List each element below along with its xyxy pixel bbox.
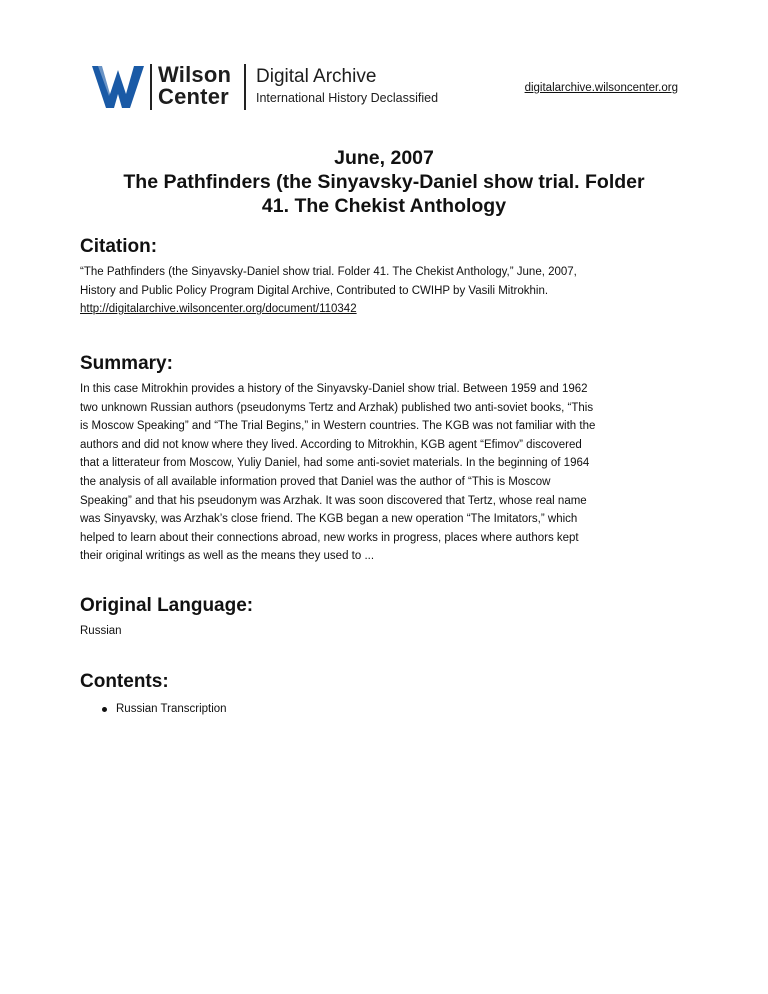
citation-url-link[interactable]: http://digitalarchive.wilsoncenter.org/document/110342	[80, 303, 357, 316]
summary-heading: Summary:	[80, 353, 173, 374]
document-title	[60, 146, 708, 218]
original-language-value: Russian	[80, 625, 122, 637]
citation-text	[80, 263, 692, 319]
summary-line: In this case Mitrokhin provides a history of the Sinyavsky-Daniel show trial. Between 1959 and 1962	[80, 383, 588, 395]
title-line: June, 2007	[334, 147, 434, 169]
contents-item-label: Russian Transcription	[116, 703, 227, 715]
contents-list	[80, 700, 227, 718]
summary-line: their original writings as well as the means they used to ...	[80, 550, 375, 563]
original-language-heading: Original Language:	[80, 595, 254, 616]
citation-line: “The Pathfinders (the Sinyavsky-Daniel show trial. Folder 41. The Chekist Anthology,” June, 2007,	[80, 266, 577, 278]
summary-line: was Sinyavsky, was Arzhak’s close friend. The KGB began a new operation “The Imitators,” which	[80, 513, 578, 526]
summary-line: the analysis of all available information proved that Daniel was the author of “This is Moscow	[80, 475, 551, 488]
logo-line-2: Center	[158, 84, 229, 109]
summary-line: helped to learn about their connections abroad, new works in progress, places where authors kept	[80, 531, 579, 544]
title-line: The Pathfinders (the Sinyavsky-Daniel show trial. Folder	[123, 171, 645, 193]
wilson-w-logo-icon	[92, 66, 144, 108]
citation-heading: Citation:	[80, 236, 158, 257]
summary-line: that a litterateur from Moscow, Yuliy Daniel, had some anti-soviet materials. In the beginning of 1964	[80, 457, 590, 470]
logo-divider	[244, 64, 246, 110]
header	[92, 64, 678, 110]
summary-line: two unknown Russian authors (pseudonyms Tertz and Arzhak) published two anti-soviet books, “This	[80, 401, 594, 414]
summary-line: is Moscow Speaking” and “The Trial Begins,” in Western countries. The KGB was not familiar with the	[80, 420, 596, 433]
bullet-icon	[102, 707, 107, 712]
title-line: 41. The Chekist Anthology	[261, 195, 507, 217]
summary-line: authors and did not know where they lived. According to Mitrokhin, KGB agent “Efimov” discovered	[80, 438, 582, 451]
site-link[interactable]: digitalarchive.wilsoncenter.org	[524, 82, 678, 94]
archive-subtitle: International History Declassified	[256, 91, 439, 105]
wilson-center-wordmark	[150, 64, 231, 110]
summary-line: Speaking” and that his pseudonym was Arzhak. It was soon discovered that Tertz, whose real name	[80, 494, 587, 507]
contents-heading: Contents:	[80, 671, 169, 692]
citation-line: History and Public Policy Program Digital Archive, Contributed to CWIHP by Vasili Mitrokhin.	[80, 284, 549, 297]
archive-title: Digital Archive	[256, 66, 377, 87]
logo-line-1: Wilson	[158, 62, 232, 87]
summary-text	[80, 380, 692, 566]
contents-item[interactable]	[80, 700, 227, 718]
